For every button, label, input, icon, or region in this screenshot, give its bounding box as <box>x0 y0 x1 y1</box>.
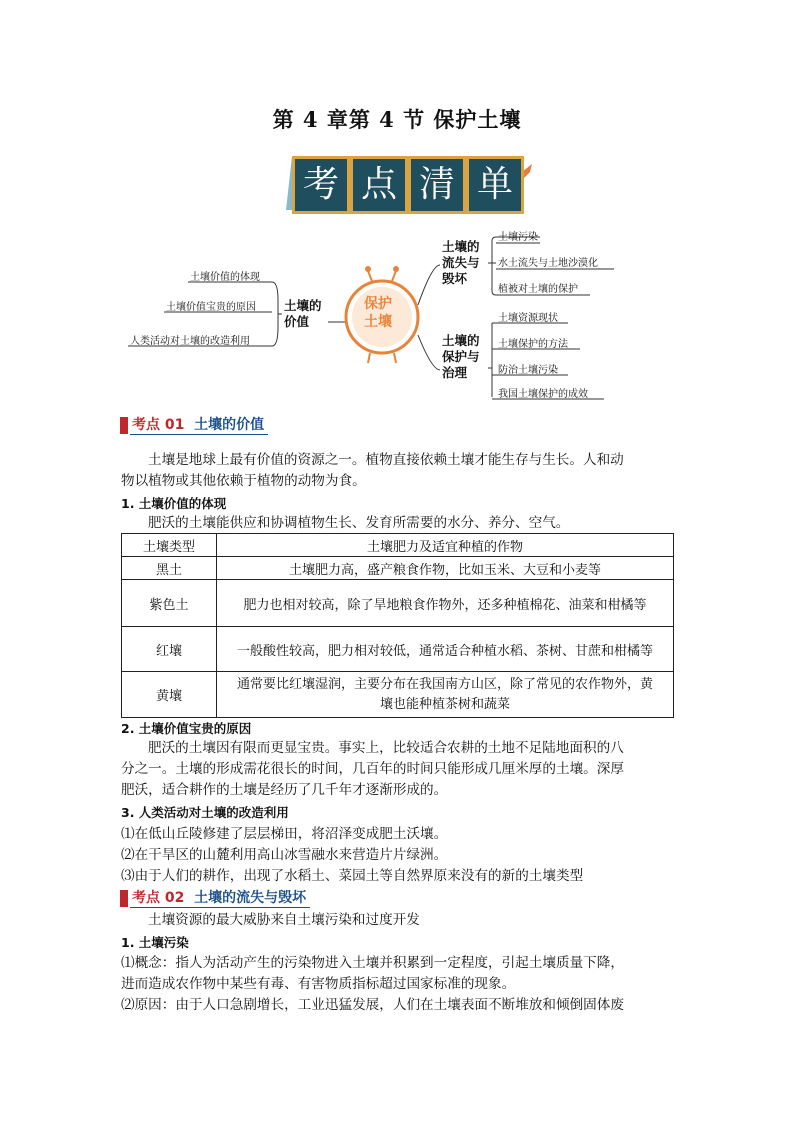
heading-bar <box>120 890 128 907</box>
table-row <box>122 580 674 627</box>
paragraph-line: 物以植物或其他依赖于植物的动物为食。 <box>121 473 366 489</box>
subheading: 3. 人类活动对土壤的改造利用 <box>121 805 289 820</box>
section-heading <box>120 415 268 435</box>
subheading: 1. 土壤污染 <box>121 935 189 950</box>
table-header: 土壤肥力及适宜种植的作物 <box>217 534 674 557</box>
key-points-banner <box>286 150 534 216</box>
heading-bar <box>120 417 128 434</box>
mind-map-item: 人类活动对土壤的改造利用 <box>130 336 250 347</box>
subheading: 1. 土壤价值的体现 <box>121 496 227 511</box>
banner-char: 单 <box>466 156 524 214</box>
mind-map-item: 土壤价值的体现 <box>190 272 260 283</box>
mind-map-branch-label: 土壤的 保护与 治理 <box>442 333 480 380</box>
paragraph-line: 进而造成农作物中某些有毒、有害物质指标超过国家标准的现象。 <box>121 976 516 992</box>
mind-map-item: 水土流失与土地沙漠化 <box>498 258 598 269</box>
paragraph-line: 分之一。土壤的形成需花很长的时间，几百年的时间只能形成几厘米厚的土壤。深厚 <box>121 761 624 777</box>
table-header: 土壤类型 <box>122 534 217 557</box>
banner-char: 考 <box>292 156 350 214</box>
table-cell: 黑土 <box>122 557 217 580</box>
table-cell: 通常要比红壤湿润，主要分布在我国南方山区，除了常见的农作物外，黄 壤也能种植茶树和蔬菜 <box>217 672 674 718</box>
list-item: ⑶由于人们的耕作，出现了水稻土、菜园土等自然界原来没有的新的土壤类型 <box>121 868 584 884</box>
mind-map-item: 土壤保护的方法 <box>498 339 568 350</box>
table-cell: 红壤 <box>122 627 217 672</box>
heading-name: 土壤的流失与毁坏 <box>194 889 307 906</box>
table-row <box>122 557 674 580</box>
heading-number: 考点 02 <box>132 889 185 906</box>
mind-map-item: 土壤价值宝贵的原因 <box>166 302 256 313</box>
mind-map-branch-label: 土壤的 价值 <box>284 298 322 329</box>
table-cell: 土壤肥力高，盛产粮食作物，比如玉米、大豆和小麦等 <box>217 557 674 580</box>
table-cell: 紫色土 <box>122 580 217 627</box>
mind-map-center: 保护 土壤 <box>364 296 392 330</box>
table-row <box>122 627 674 672</box>
paragraph-line: ⑵原因：由于人口急剧增长，工业迅猛发展，人们在土壤表面不断堆放和倾倒固体废 <box>121 997 624 1013</box>
soil-table <box>121 533 674 718</box>
heading-number: 考点 01 <box>132 416 185 433</box>
list-item: ⑴在低山丘陵修建了层层梯田，将沼泽变成肥土沃壤。 <box>121 826 448 842</box>
paragraph-line: 土壤资源的最大威胁来自土壤污染和过度开发 <box>148 912 420 928</box>
mind-map-item: 防治土壤污染 <box>498 365 558 376</box>
page-title: 第 4 章第 4 节 保护土壤 <box>272 107 522 132</box>
table-header-row <box>122 534 674 557</box>
table-cell: 黄壤 <box>122 672 217 718</box>
mind-map-item: 我国土壤保护的成效 <box>498 389 588 400</box>
paragraph-line: 土壤是地球上最有价值的资源之一。植物直接依赖土壤才能生存与生长。人和动 <box>148 452 624 468</box>
mind-map-branch-label: 土壤的 流失与 毁坏 <box>442 239 480 286</box>
mind-map <box>120 225 640 405</box>
list-item: ⑵在干旱区的山麓利用高山冰雪融水来营造片片绿洲。 <box>121 847 448 863</box>
paragraph-line: 肥沃的土壤因有限而更显宝贵。事实上，比较适合农耕的土地不足陆地面积的八 <box>148 740 624 756</box>
paragraph-line: 肥沃的土壤能供应和协调植物生长、发育所需要的水分、养分、空气。 <box>148 515 570 531</box>
mind-map-item: 土壤污染 <box>498 232 538 243</box>
paragraph-line: 肥沃，适合耕作的土壤是经历了几千年才逐渐形成的。 <box>121 782 448 798</box>
table-row <box>122 672 674 718</box>
table-cell: 肥力也相对较高，除了旱地粮食作物外，还多种植棉花、油菜和柑橘等 <box>217 580 674 627</box>
section-heading <box>120 888 310 908</box>
mind-map-item: 植被对土壤的保护 <box>498 284 578 295</box>
heading-label <box>130 416 268 435</box>
mind-map-item: 土壤资源现状 <box>498 313 558 324</box>
banner-char: 点 <box>350 156 408 214</box>
paragraph-line: ⑴概念：指人为活动产生的污染物进入土壤并积累到一定程度，引起土壤质量下降， <box>121 955 624 971</box>
banner-char: 清 <box>408 156 466 214</box>
table-cell: 一般酸性较高，肥力相对较低，通常适合种植水稻、茶树、甘蔗和柑橘等 <box>217 627 674 672</box>
heading-label <box>130 889 310 908</box>
heading-name: 土壤的价值 <box>194 416 265 433</box>
subheading: 2. 土壤价值宝贵的原因 <box>121 721 252 736</box>
